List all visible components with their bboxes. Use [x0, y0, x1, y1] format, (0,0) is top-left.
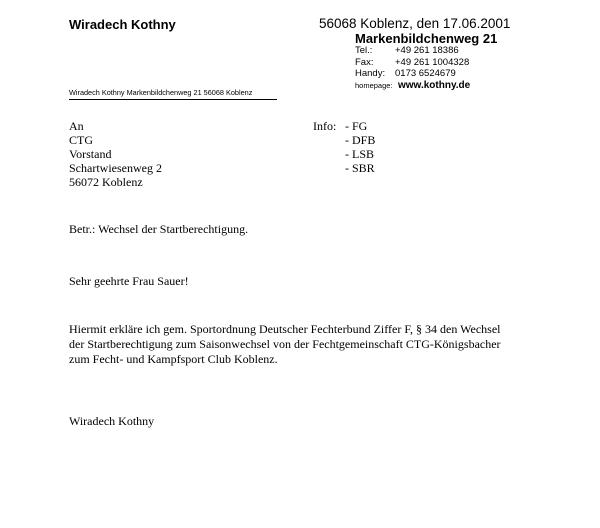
sender-street [355, 31, 497, 46]
recipient-address [69, 119, 162, 189]
sender-name: Wiradech Kothny [69, 17, 176, 32]
city-date: 56068 Koblenz, den 17.06.2001 [319, 16, 511, 31]
sender-street-text: Markenbildchenweg 21 [355, 31, 498, 46]
contact-label: Tel.: [355, 45, 373, 56]
contact-label: Fax: [355, 56, 374, 68]
contact-value: +49 261 1004328 [395, 56, 470, 68]
homepage-link[interactable]: www.kothny.de [398, 79, 471, 91]
info-item: - FG [345, 119, 368, 133]
contact-label: homepage: [355, 80, 393, 90]
return-address: Wiradech Kothny Markenbildchenweg 21 56068 Koblenz [69, 88, 253, 97]
letter-body [69, 322, 501, 367]
recipient-line: 56072 Koblenz [69, 175, 143, 189]
recipient-line: Vorstand [69, 147, 112, 161]
recipient-line: Schartwiesenweg 2 [69, 161, 162, 175]
body-line: Hiermit erkläre ich gem. Sportordnung Deutscher Fechterbund Ziffer F, § 34 den Wechsel [69, 322, 501, 336]
info-list [345, 119, 375, 175]
recipient-line: CTG [69, 133, 93, 147]
body-line: zum Fecht- und Kampfsport Club Koblenz. [69, 352, 278, 366]
contact-row-tel [355, 45, 470, 57]
contact-row-handy [355, 68, 470, 80]
contact-row-homepage [355, 80, 470, 92]
contact-row-fax [355, 57, 470, 69]
contact-label: Handy: [355, 68, 386, 79]
info-item: - LSB [345, 147, 375, 161]
contact-block [355, 45, 470, 91]
body-line: der Startberechtigung zum Saisonwechsel von der Fechtgemeinschaft CTG-Königsbacher [69, 337, 501, 351]
info-label: Info: [313, 119, 337, 133]
signature-name: Wiradech Kothny [69, 414, 155, 428]
info-item: - SBR [345, 161, 375, 175]
contact-value: 0173 6524679 [395, 68, 456, 79]
salutation: Sehr geehrte Frau Sauer! [69, 274, 189, 288]
subject-line: Betr.: Wechsel der Startberechtigung. [69, 222, 249, 236]
return-address-rule [69, 99, 277, 100]
contact-value: +49 261 18386 [395, 45, 459, 56]
info-item: - DFB [345, 133, 376, 147]
recipient-line: An [69, 119, 84, 133]
